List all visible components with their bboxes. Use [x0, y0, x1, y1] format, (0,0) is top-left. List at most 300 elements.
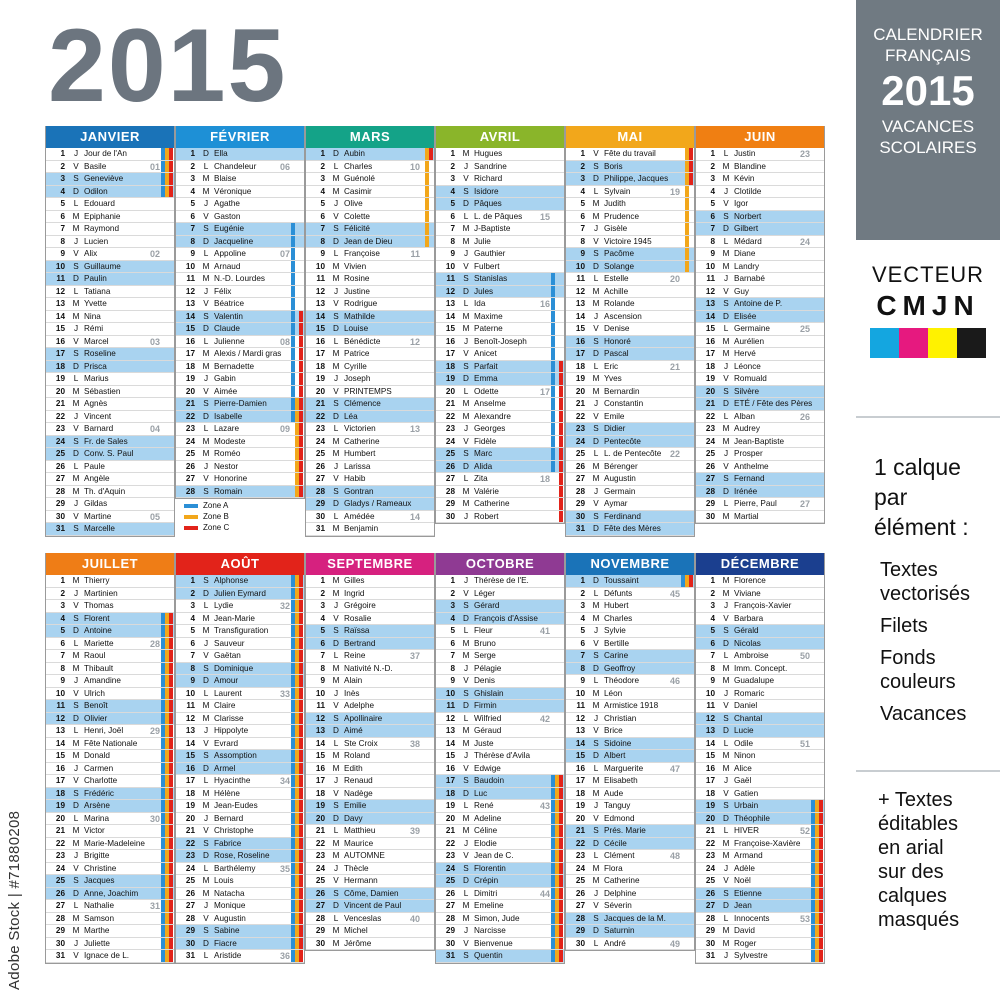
day-number: 14 — [575, 311, 585, 321]
day-saint: Ascension — [604, 311, 642, 321]
day-number: 23 — [575, 424, 585, 433]
editable-line-4: sur des — [878, 861, 944, 883]
day-letter: M — [592, 374, 600, 383]
day-saint: Ignace de L. — [84, 951, 130, 960]
day-saint: Guy — [734, 286, 750, 296]
day-number: 6 — [320, 211, 325, 221]
day-saint: Samson — [84, 913, 115, 923]
day-number: 26 — [575, 888, 585, 898]
day-saint: Tatiana — [84, 286, 111, 296]
day-number: 12 — [315, 286, 325, 296]
day-saint: Marius — [84, 374, 109, 383]
day-row — [46, 373, 174, 386]
day-saint: Maurice — [344, 838, 374, 848]
day-row — [566, 298, 694, 311]
day-row — [436, 775, 564, 788]
day-saint: Jean-Marie — [214, 613, 255, 623]
day-number: 7 — [580, 651, 585, 660]
day-row — [306, 850, 434, 863]
day-letter: M — [462, 499, 470, 508]
vacation-bar-zone-c — [559, 900, 563, 912]
day-letter: V — [333, 299, 339, 308]
day-letter: L — [593, 763, 599, 773]
day-saint: Habib — [344, 474, 366, 483]
day-letter: V — [73, 601, 79, 610]
day-letter: M — [332, 349, 340, 358]
day-saint: Séverin — [604, 901, 632, 910]
day-number: 6 — [580, 638, 585, 648]
day-row — [696, 348, 824, 361]
day-letter: J — [73, 938, 79, 948]
week-number: 33 — [279, 688, 290, 699]
day-saint: Romuald — [734, 374, 767, 383]
day-letter: D — [73, 361, 79, 371]
day-number: 25 — [705, 876, 715, 885]
vacation-bar-zone-c — [299, 361, 303, 373]
day-row — [696, 663, 824, 676]
day-letter: M — [202, 436, 210, 446]
day-saint: Jour de l'An — [84, 149, 127, 158]
day-number: 21 — [55, 399, 65, 408]
week-number: 21 — [669, 361, 680, 372]
day-number: 11 — [186, 701, 195, 710]
day-saint: Brigitte — [84, 851, 110, 860]
day-saint: Odette — [474, 386, 499, 396]
day-saint: L. de Pentecôte — [604, 449, 662, 458]
day-number: 28 — [185, 486, 195, 496]
day-number: 14 — [445, 311, 455, 321]
day-saint: Martine — [84, 511, 112, 521]
day-number: 30 — [55, 511, 65, 521]
day-row — [46, 625, 174, 638]
day-letter: D — [723, 726, 729, 735]
day-letter: M — [722, 336, 730, 346]
day-number: 5 — [710, 626, 715, 635]
day-letter: M — [722, 349, 730, 358]
day-saint: Adèle — [734, 863, 755, 873]
day-row — [696, 248, 824, 261]
week-number: 49 — [669, 938, 680, 949]
day-number: 17 — [575, 776, 585, 785]
day-number: 8 — [450, 663, 455, 673]
day-row — [436, 788, 564, 801]
day-letter: M — [592, 211, 600, 221]
day-letter: M — [202, 186, 210, 196]
day-row — [436, 675, 564, 688]
day-saint: Médard — [734, 236, 762, 246]
day-saint: Victor — [84, 826, 105, 835]
week-number: 29 — [149, 726, 160, 736]
day-number: 12 — [315, 713, 325, 723]
day-number: 24 — [445, 863, 455, 873]
day-number: 18 — [185, 361, 195, 371]
day-saint: Jacqueline — [214, 236, 254, 246]
day-number: 14 — [315, 738, 325, 748]
day-row — [306, 625, 434, 638]
day-number: 3 — [710, 601, 715, 610]
day-saint: Wilfried — [474, 713, 502, 723]
day-row — [46, 211, 174, 224]
day-letter: M — [202, 888, 210, 898]
day-number: 7 — [320, 651, 325, 660]
day-row — [306, 613, 434, 626]
day-row — [46, 863, 174, 876]
day-saint: Catherine — [604, 876, 640, 885]
day-letter: S — [593, 424, 599, 433]
day-saint: Gladys / Rameaux — [344, 499, 412, 508]
day-saint: Marie-Madeleine — [84, 838, 145, 848]
day-saint: Nina — [84, 311, 101, 321]
day-number: 11 — [56, 274, 65, 283]
day-letter: D — [333, 236, 339, 246]
day-row — [176, 298, 304, 311]
day-row — [46, 925, 174, 938]
day-letter: M — [72, 224, 80, 233]
day-saint: Guénolé — [344, 174, 375, 183]
day-row — [46, 461, 174, 474]
day-saint: Anthelme — [734, 461, 769, 471]
day-number: 22 — [575, 838, 585, 848]
day-saint: Sylvie — [604, 626, 626, 635]
day-number: 30 — [705, 938, 715, 948]
day-letter: L — [723, 826, 729, 835]
day-number: 1 — [710, 576, 715, 585]
day-saint: Jules — [474, 286, 494, 296]
day-number: 7 — [60, 651, 65, 660]
vacation-bar-zone-c — [299, 613, 303, 625]
day-saint: Silvère — [734, 386, 760, 396]
day-row — [696, 675, 824, 688]
day-letter: V — [203, 738, 209, 748]
vacation-bar-zone-c — [299, 888, 303, 900]
month-11 — [565, 553, 695, 951]
vacation-bar-zone-a — [551, 461, 555, 473]
day-row — [436, 411, 564, 424]
swatch-yellow — [928, 328, 957, 358]
day-row — [176, 198, 304, 211]
day-letter: M — [722, 938, 730, 948]
day-letter: S — [203, 224, 209, 233]
day-saint: Côme, Damien — [344, 888, 399, 898]
day-saint: Thierry — [84, 576, 110, 585]
vacation-bar-zone-c — [299, 423, 303, 435]
day-row — [176, 600, 304, 613]
vacation-bar-zone-c — [559, 925, 563, 937]
day-row — [696, 286, 824, 299]
day-saint: Thècle — [344, 863, 369, 873]
day-letter: S — [463, 274, 469, 283]
day-saint: Rosalie — [344, 613, 372, 623]
day-saint: Julie — [474, 236, 491, 246]
day-letter: L — [593, 938, 599, 948]
day-saint: Bienvenue — [474, 938, 513, 948]
day-row — [176, 323, 304, 336]
day-saint: Vincent de Paul — [344, 901, 402, 910]
day-letter: D — [333, 149, 339, 158]
day-number: 9 — [320, 249, 325, 258]
day-saint: Aymar — [604, 499, 628, 508]
day-number: 13 — [575, 299, 585, 308]
day-letter: M — [72, 663, 80, 673]
day-saint: Rémi — [84, 324, 104, 333]
day-number: 27 — [315, 901, 325, 910]
day-letter: L — [593, 274, 599, 283]
day-number: 18 — [705, 788, 715, 798]
day-row — [306, 888, 434, 901]
day-row — [696, 875, 824, 888]
day-letter: D — [723, 311, 729, 321]
day-number: 22 — [315, 838, 325, 848]
day-letter: V — [723, 876, 729, 885]
day-letter: L — [333, 651, 339, 660]
day-saint: PRINTEMPS — [344, 386, 392, 396]
vacation-bar-zone-c — [169, 638, 173, 650]
day-letter: L — [593, 361, 599, 371]
day-number: 26 — [445, 461, 455, 471]
day-row — [176, 638, 304, 651]
day-saint: Edith — [344, 763, 363, 773]
vacation-bar-zone-c — [299, 588, 303, 600]
vacation-bar-zone-c — [689, 148, 693, 160]
day-letter: S — [593, 511, 599, 521]
day-letter: J — [593, 801, 599, 810]
day-saint: Barthélemy — [214, 863, 256, 873]
day-number: 2 — [710, 161, 715, 171]
day-row — [46, 813, 174, 826]
day-letter: S — [333, 888, 339, 898]
day-number: 12 — [185, 713, 195, 723]
vacation-bar-zone-c — [559, 938, 563, 950]
day-number: 15 — [445, 324, 455, 333]
day-number: 13 — [185, 299, 195, 308]
day-number: 11 — [576, 701, 585, 710]
day-row — [176, 461, 304, 474]
day-letter: V — [463, 588, 469, 598]
day-row — [306, 273, 434, 286]
day-row — [436, 613, 564, 626]
day-number: 28 — [575, 913, 585, 923]
day-number: 13 — [705, 299, 715, 308]
day-letter: L — [723, 738, 729, 748]
day-row — [696, 386, 824, 399]
day-saint: Léger — [474, 588, 495, 598]
day-letter: J — [333, 688, 339, 698]
day-saint: Prudence — [604, 211, 640, 221]
day-number: 29 — [445, 926, 455, 935]
day-number: 13 — [185, 726, 195, 735]
day-letter: L — [593, 588, 599, 598]
day-saint: Charles — [604, 613, 633, 623]
day-number: 9 — [580, 249, 585, 258]
day-saint: Léonce — [734, 361, 761, 371]
day-saint: Inès — [344, 688, 360, 698]
day-number: 8 — [580, 236, 585, 246]
day-saint: Blandine — [734, 161, 766, 171]
day-number: 11 — [576, 274, 585, 283]
day-row — [566, 273, 694, 286]
day-saint: Alida — [474, 461, 493, 471]
day-saint: Edwige — [474, 763, 501, 773]
day-row — [306, 261, 434, 274]
vacation-bar-zone-c — [169, 863, 173, 875]
day-row — [46, 738, 174, 751]
day-number: 20 — [315, 386, 325, 396]
day-number: 21 — [575, 399, 585, 408]
vacation-bar-zone-c — [169, 725, 173, 737]
day-saint: Norbert — [734, 211, 762, 221]
day-letter: J — [463, 663, 469, 673]
day-number: 16 — [575, 763, 585, 773]
day-saint: Jacques de la M. — [604, 913, 666, 923]
day-letter: M — [722, 261, 730, 271]
day-letter: L — [463, 211, 469, 221]
day-number: 15 — [185, 324, 195, 333]
vacation-bar-zone-c — [299, 725, 303, 737]
day-saint: Constantin — [604, 399, 644, 408]
day-saint: Roméo — [214, 449, 241, 458]
day-saint: Charles — [344, 161, 373, 171]
cmjn-label: CMJN — [876, 290, 980, 321]
day-number: 9 — [450, 676, 455, 685]
day-letter: J — [463, 751, 469, 760]
day-letter: S — [723, 211, 729, 221]
day-number: 25 — [315, 876, 325, 885]
day-letter: M — [462, 813, 470, 823]
day-letter: D — [723, 638, 729, 648]
day-letter: L — [203, 601, 209, 610]
day-saint: Isabelle — [214, 411, 243, 421]
day-row — [436, 850, 564, 863]
day-saint: Didier — [604, 424, 626, 433]
day-letter: J — [723, 449, 729, 458]
day-number: 23 — [55, 424, 65, 433]
day-saint: Emeline — [474, 901, 504, 910]
day-saint: Nestor — [214, 461, 239, 471]
vacation-bar-zone-b — [685, 211, 689, 223]
day-saint: Renaud — [344, 776, 373, 785]
day-saint: Guillaume — [84, 261, 121, 271]
day-number: 6 — [60, 211, 65, 221]
day-letter: L — [203, 249, 209, 258]
day-letter: L — [723, 324, 729, 333]
day-letter: S — [723, 474, 729, 483]
day-saint: Adelphe — [344, 701, 375, 710]
vacation-bar-zone-c — [299, 913, 303, 925]
day-row — [436, 838, 564, 851]
day-number: 15 — [315, 751, 325, 760]
day-saint: Catherine — [344, 436, 380, 446]
vector-block — [856, 262, 1000, 358]
vacation-bar-zone-c — [169, 875, 173, 887]
day-saint: Thibault — [84, 663, 114, 673]
day-letter: L — [333, 826, 339, 835]
day-number: 27 — [55, 474, 65, 483]
day-number: 6 — [450, 638, 455, 648]
day-letter: J — [593, 486, 599, 496]
day-saint: J-Baptiste — [474, 224, 511, 233]
day-row — [46, 775, 174, 788]
day-letter: S — [203, 576, 209, 585]
day-saint: Ida — [474, 299, 486, 308]
vacation-bar-zone-c — [819, 900, 823, 912]
vacation-bar-zone-c — [559, 386, 563, 398]
day-number: 3 — [450, 174, 455, 183]
day-saint: Ella — [214, 149, 228, 158]
day-saint: HIVER — [734, 826, 760, 835]
day-saint: Dimitri — [474, 888, 498, 898]
day-letter: M — [72, 486, 80, 496]
day-letter: M — [202, 261, 210, 271]
day-letter: L — [723, 236, 729, 246]
day-letter: M — [592, 863, 600, 873]
day-saint: Raïssa — [344, 626, 370, 635]
day-number: 25 — [185, 449, 195, 458]
day-row — [306, 775, 434, 788]
day-saint: Saturnin — [604, 926, 635, 935]
day-saint: Chandeleur — [214, 161, 257, 171]
vacation-bar-zone-c — [299, 663, 303, 675]
day-saint: Elisabeth — [604, 776, 638, 785]
day-letter: M — [592, 386, 600, 396]
vacation-bar-zone-a — [291, 223, 295, 235]
vacation-bar-zone-c — [169, 838, 173, 850]
day-number: 4 — [190, 613, 195, 623]
vacation-bar-zone-c — [299, 838, 303, 850]
day-row — [696, 198, 824, 211]
day-number: 18 — [445, 361, 455, 371]
day-row — [46, 875, 174, 888]
week-number: 18 — [539, 474, 550, 484]
week-number: 14 — [409, 511, 420, 522]
day-row — [436, 161, 564, 174]
day-row — [176, 800, 304, 813]
day-number: 28 — [315, 486, 325, 496]
vacation-bar-zone-c — [559, 436, 563, 448]
day-letter: V — [333, 876, 339, 885]
day-row — [176, 361, 304, 374]
day-letter: D — [203, 938, 209, 948]
day-row — [176, 725, 304, 738]
day-number: 22 — [705, 838, 715, 848]
vacation-bar-zone-c — [559, 498, 563, 510]
day-number: 3 — [60, 601, 65, 610]
week-number: 23 — [799, 149, 810, 159]
day-saint: Gatien — [734, 788, 759, 798]
day-letter: D — [203, 324, 209, 333]
day-number: 17 — [185, 776, 195, 785]
day-row — [566, 850, 694, 863]
day-row — [566, 750, 694, 763]
day-number: 22 — [445, 838, 455, 848]
day-number: 19 — [575, 801, 585, 810]
day-letter: M — [722, 161, 730, 171]
day-saint: Achille — [604, 286, 629, 296]
vacation-bar-zone-a — [551, 323, 555, 335]
day-letter: S — [333, 311, 339, 321]
day-letter: J — [73, 411, 79, 421]
day-letter: D — [463, 788, 469, 798]
day-letter: M — [72, 576, 80, 585]
day-row — [436, 273, 564, 286]
day-row — [306, 738, 434, 751]
day-row — [176, 925, 304, 938]
day-saint: Jean de Dieu — [344, 236, 393, 246]
week-number: 12 — [409, 336, 420, 347]
day-number: 1 — [710, 149, 715, 158]
day-number: 26 — [445, 888, 455, 898]
week-number: 31 — [149, 901, 160, 911]
vacation-bar-zone-c — [169, 938, 173, 950]
